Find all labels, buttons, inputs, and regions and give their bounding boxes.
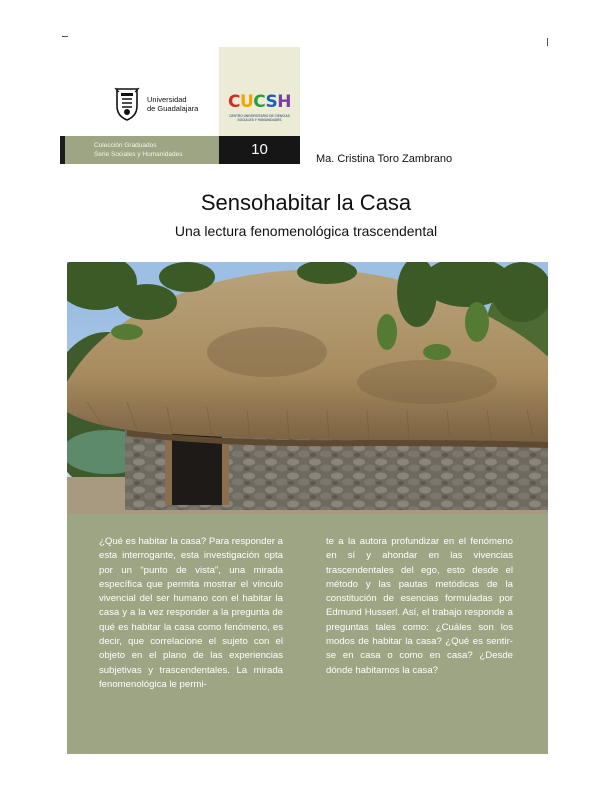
collection-label xyxy=(94,141,183,159)
university-seal-icon xyxy=(113,86,141,122)
book-title: Sensohabitar la Casa xyxy=(200,190,412,215)
cucsh-logo-subtitle: CENTRO UNIVERSITARIO DE CIENCIAS SOCIALES Y HUMANIDADES xyxy=(229,114,290,122)
abstract-column-1: ¿Qué es habitar la casa? Para responder a esta interrogante, esta investigación opta por un “punto de vista”, una mirada específica que permita mostrar el vínculo vivencial del ser humano con el habitar la casa y a la vez responder a la pregunta de qué es habitar la casa como fenómeno, es decir, que correlacione el sujeto con el objeto en el plano de las experiencias subjetivas y trascendentales. La mirada fenomenológica le permi- xyxy=(99,536,283,690)
collection-line-1: Colección Graduados xyxy=(94,142,157,149)
university-logo xyxy=(113,86,198,122)
series-number: 10 xyxy=(219,136,300,164)
cucsh-logo-text: CUCSH xyxy=(227,92,292,112)
book-subtitle: Una lectura fenomenológica trascendental xyxy=(174,223,438,239)
collection-line-2: Serie Sociales y Humanidades xyxy=(94,151,183,158)
cucsh-logo-box xyxy=(219,47,300,136)
crop-mark-left xyxy=(62,36,68,37)
crop-mark-right xyxy=(547,38,548,46)
author-name: Ma. Cristina Toro Zambrano xyxy=(316,153,453,165)
university-name: Universidad de Guadalajara xyxy=(147,95,199,113)
cover-photo-thatched-hut xyxy=(67,262,548,514)
abstract-column-2: te a la autora profundizar en el fenómeno en sí y ahondar en las vivencias trascendentales del ego, esto desde el método y las pautas metódicas de la constitución de esencias formuladas por Edmund Husserl. Así, el trabajo responde a preguntas tales como: ¿Cuáles son los modos de habitar la casa? ¿Qué es sentir-se en casa o como en casa? ¿Desde dónde habitamos la casa? xyxy=(326,536,513,676)
